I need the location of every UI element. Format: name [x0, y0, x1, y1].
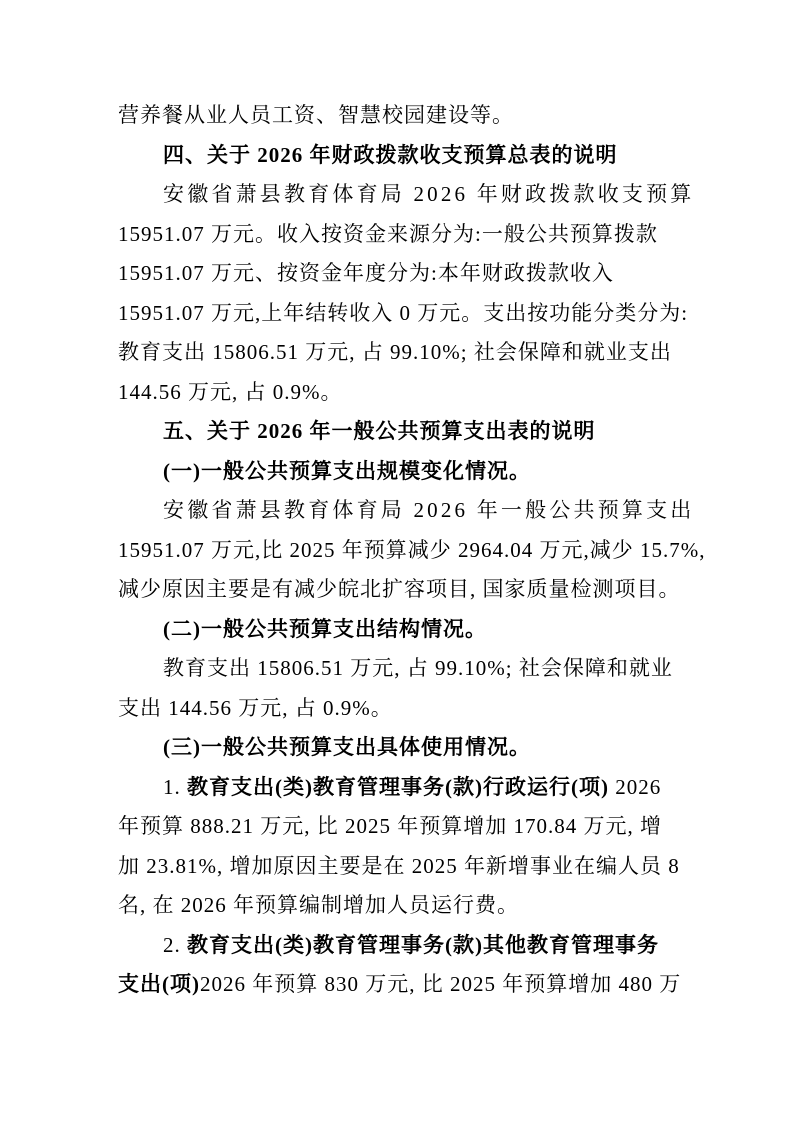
- bold-text-run: 支出(项): [118, 972, 200, 996]
- text-run: 2.: [163, 932, 187, 957]
- text-run: 15951.07 万元。收入按资金来源分为:一般公共预算拨款: [118, 221, 658, 246]
- body-text-line: [118, 570, 680, 610]
- text-run: 教育支出 15806.51 万元, 占 99.10%; 社会保障和就业: [163, 656, 673, 680]
- text-run: 年预算 888.21 万元, 比 2025 年预算增加 170.84 万元, 增: [118, 814, 662, 838]
- text-run: 1.: [163, 774, 187, 799]
- bold-text-run: 四、关于 2026 年财政拨款收支预算总表的说明: [163, 142, 618, 167]
- body-text-line: [118, 215, 680, 255]
- text-run: 安徽省萧县教育体育局 2026 年财政拨款收支预算: [163, 182, 695, 206]
- text-run: 2026 年预算 830 万元, 比 2025 年预算增加 480 万: [200, 972, 682, 996]
- body-text-line: [118, 491, 695, 531]
- text-run: 减少原因主要是有减少皖北扩容项目, 国家质量检测项目。: [118, 577, 681, 601]
- body-text-line: [118, 333, 680, 373]
- subsection-heading-2: [118, 610, 680, 650]
- body-text-line: [118, 965, 680, 1005]
- body-text-line: [118, 294, 689, 334]
- text-run: 营养餐从业人员工资、智慧校园建设等。: [118, 103, 514, 127]
- text-run: 15951.07 万元,比 2025 年预算减少 2964.04 万元,减少 15.7%,: [118, 537, 706, 562]
- body-text-line: [118, 254, 680, 294]
- subsection-heading-1: [118, 452, 680, 492]
- body-text-line: [118, 96, 680, 136]
- bold-text-run: (二)一般公共预算支出结构情况。: [163, 616, 487, 641]
- body-text-line: [118, 175, 695, 215]
- text-run: 144.56 万元, 占 0.9%。: [118, 379, 343, 404]
- text-run: 名, 在 2026 年预算编制增加人员运行费。: [118, 893, 519, 917]
- section-heading-5: [118, 412, 680, 452]
- document-content: [118, 96, 706, 1005]
- text-run: 安徽省萧县教育体育局 2026 年一般公共预算支出: [163, 498, 695, 522]
- section-heading-4: [118, 136, 680, 176]
- body-text-line: [118, 886, 680, 926]
- text-run: 教育支出 15806.51 万元, 占 99.10%; 社会保障和就业支出: [118, 340, 672, 364]
- body-text-line: [118, 373, 680, 413]
- numbered-item-1: [118, 768, 680, 808]
- body-text-line: [118, 807, 680, 847]
- bold-text-run: 五、关于 2026 年一般公共预算支出表的说明: [163, 419, 596, 443]
- text-run: 加 23.81%, 增加原因主要是在 2025 年新增事业在编人员 8: [118, 853, 680, 878]
- text-run: 15951.07 万元,上年结转收入 0 万元。支出按功能分类分为:: [118, 300, 689, 325]
- text-run: 15951.07 万元、按资金年度分为:本年财政拨款收入: [118, 261, 614, 285]
- subsection-heading-3: [118, 728, 680, 768]
- body-text-line: [118, 689, 680, 729]
- body-text-line: [118, 847, 680, 887]
- body-text-line: [118, 531, 706, 571]
- bold-text-run: (三)一般公共预算支出具体使用情况。: [163, 735, 531, 759]
- text-run: 2026: [608, 774, 662, 799]
- bold-text-run: (一)一般公共预算支出规模变化情况。: [163, 458, 531, 483]
- bold-text-run: 教育支出(类)教育管理事务(款)其他教育管理事务: [187, 932, 659, 957]
- numbered-item-2: [118, 926, 680, 966]
- text-run: 支出 144.56 万元, 占 0.9%。: [118, 695, 393, 720]
- bold-text-run: 教育支出(类)教育管理事务(款)行政运行(项): [187, 774, 609, 799]
- body-text-line: [118, 649, 680, 689]
